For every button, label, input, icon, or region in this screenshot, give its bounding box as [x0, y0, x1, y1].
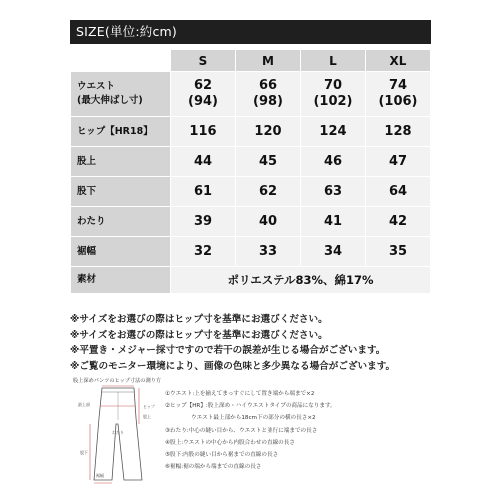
- table-row-thigh: [71, 207, 431, 237]
- thigh-l: 41: [301, 207, 366, 237]
- size-l: L: [301, 50, 366, 72]
- table-row-hip: [71, 117, 431, 147]
- thigh-m: 40: [236, 207, 301, 237]
- hip-xl: 128: [366, 117, 431, 147]
- waist-sublabel: (最大伸ばし寸): [77, 95, 143, 106]
- diagram-label-hip: ヒップ: [143, 404, 155, 409]
- size-xl: XL: [366, 50, 431, 72]
- legend-rise: ④股上:ウエストの中心から内股合わせの直線の長さ: [165, 439, 295, 446]
- inseam-l: 63: [301, 177, 366, 207]
- inseam-s: 61: [171, 177, 236, 207]
- inseam-xl: 64: [366, 177, 431, 207]
- row-label-thigh: わたり: [71, 207, 171, 237]
- notes: [70, 312, 440, 374]
- rise-l: 46: [301, 147, 366, 177]
- waist-l: 70 (102): [301, 72, 366, 117]
- hip-l: 124: [301, 117, 366, 147]
- hem-xl: 35: [366, 237, 431, 267]
- size-s: S: [171, 50, 236, 72]
- legend-thigh: ③わたり:中心の縫い目から、ウエストと並行に端までの長さ: [165, 427, 318, 434]
- row-label-inseam: 股下: [71, 177, 171, 207]
- size-header-row: [71, 50, 431, 72]
- measure-legend: [165, 388, 435, 473]
- table-row-waist: [71, 72, 431, 117]
- size-table: [70, 49, 431, 294]
- table-row-hem: [71, 237, 431, 267]
- hip-m: 120: [236, 117, 301, 147]
- rise-xl: 47: [366, 147, 431, 177]
- size-m: M: [236, 50, 301, 72]
- hem-s: 32: [171, 237, 236, 267]
- hem-m: 33: [236, 237, 301, 267]
- waist-s: 62 (94): [171, 72, 236, 117]
- note-3: ※平置き・メジャー採寸ですので若干の誤差が生じる場合がございます。: [70, 345, 386, 356]
- hip-s: 116: [171, 117, 236, 147]
- legend-hip-detail: ウエスト最上部から18cm下の部分の横の長さ×2: [191, 415, 316, 422]
- measure-title: 股上深めパンツのヒップ寸法の測り方: [73, 378, 162, 384]
- row-label-hem: 裾幅: [71, 237, 171, 267]
- legend-inseam: ⑤股下:内股の縫い目から裾までの直線の長さ: [165, 452, 279, 459]
- diagram-label-thigh: わたり: [112, 430, 124, 435]
- thigh-s: 39: [171, 207, 236, 237]
- table-row-rise: [71, 147, 431, 177]
- row-label-waist: [71, 72, 171, 117]
- note-4: ※ご覧のモニター環境により、画像の色味と多少異なる場合がございます。: [70, 360, 396, 372]
- legend-hem: ⑥裾幅:裾の端から端までの直線の長さ: [165, 464, 262, 471]
- row-label-hip: ヒップ【HR18】: [71, 117, 171, 147]
- thigh-xl: 42: [366, 207, 431, 237]
- legend-hip: ②ヒップ【HR】:股上深め・ハイウエストタイプの商品になります。: [165, 403, 336, 410]
- waist-xl: 74 (106): [366, 72, 431, 117]
- diagram-label-from-top: 最上部: [78, 402, 90, 407]
- waist-m: 66 (98): [236, 72, 301, 117]
- row-label-rise: 股上: [71, 147, 171, 177]
- pants-diagram: [72, 384, 162, 484]
- row-label-material: 素材: [71, 267, 171, 294]
- legend-waist: ①ウエスト:上を揃えてまっすぐにして置き端から端まで×2: [165, 391, 315, 397]
- waist-label: ウエスト: [77, 81, 116, 92]
- note-1: ※サイズをお選びの際はヒップ寸を基準にお選びください。: [70, 314, 328, 325]
- rise-s: 44: [171, 147, 236, 177]
- material-value: ポリエステル83%、綿17%: [171, 267, 431, 294]
- table-row-inseam: [71, 177, 431, 207]
- table-row-material: [71, 267, 431, 294]
- inseam-m: 62: [236, 177, 301, 207]
- rise-m: 45: [236, 147, 301, 177]
- size-header: SIZE(単位:約cm): [70, 20, 431, 44]
- diagram-label-inseam: 股下: [80, 450, 88, 455]
- hem-l: 34: [301, 237, 366, 267]
- diagram-label-hem: 裾幅: [96, 473, 104, 478]
- note-2: ※サイズをお選びの際はヒップ寸を基準にお選びください。: [70, 329, 328, 341]
- corner-cell: [71, 50, 171, 72]
- diagram-label-rise: 股上: [143, 414, 151, 419]
